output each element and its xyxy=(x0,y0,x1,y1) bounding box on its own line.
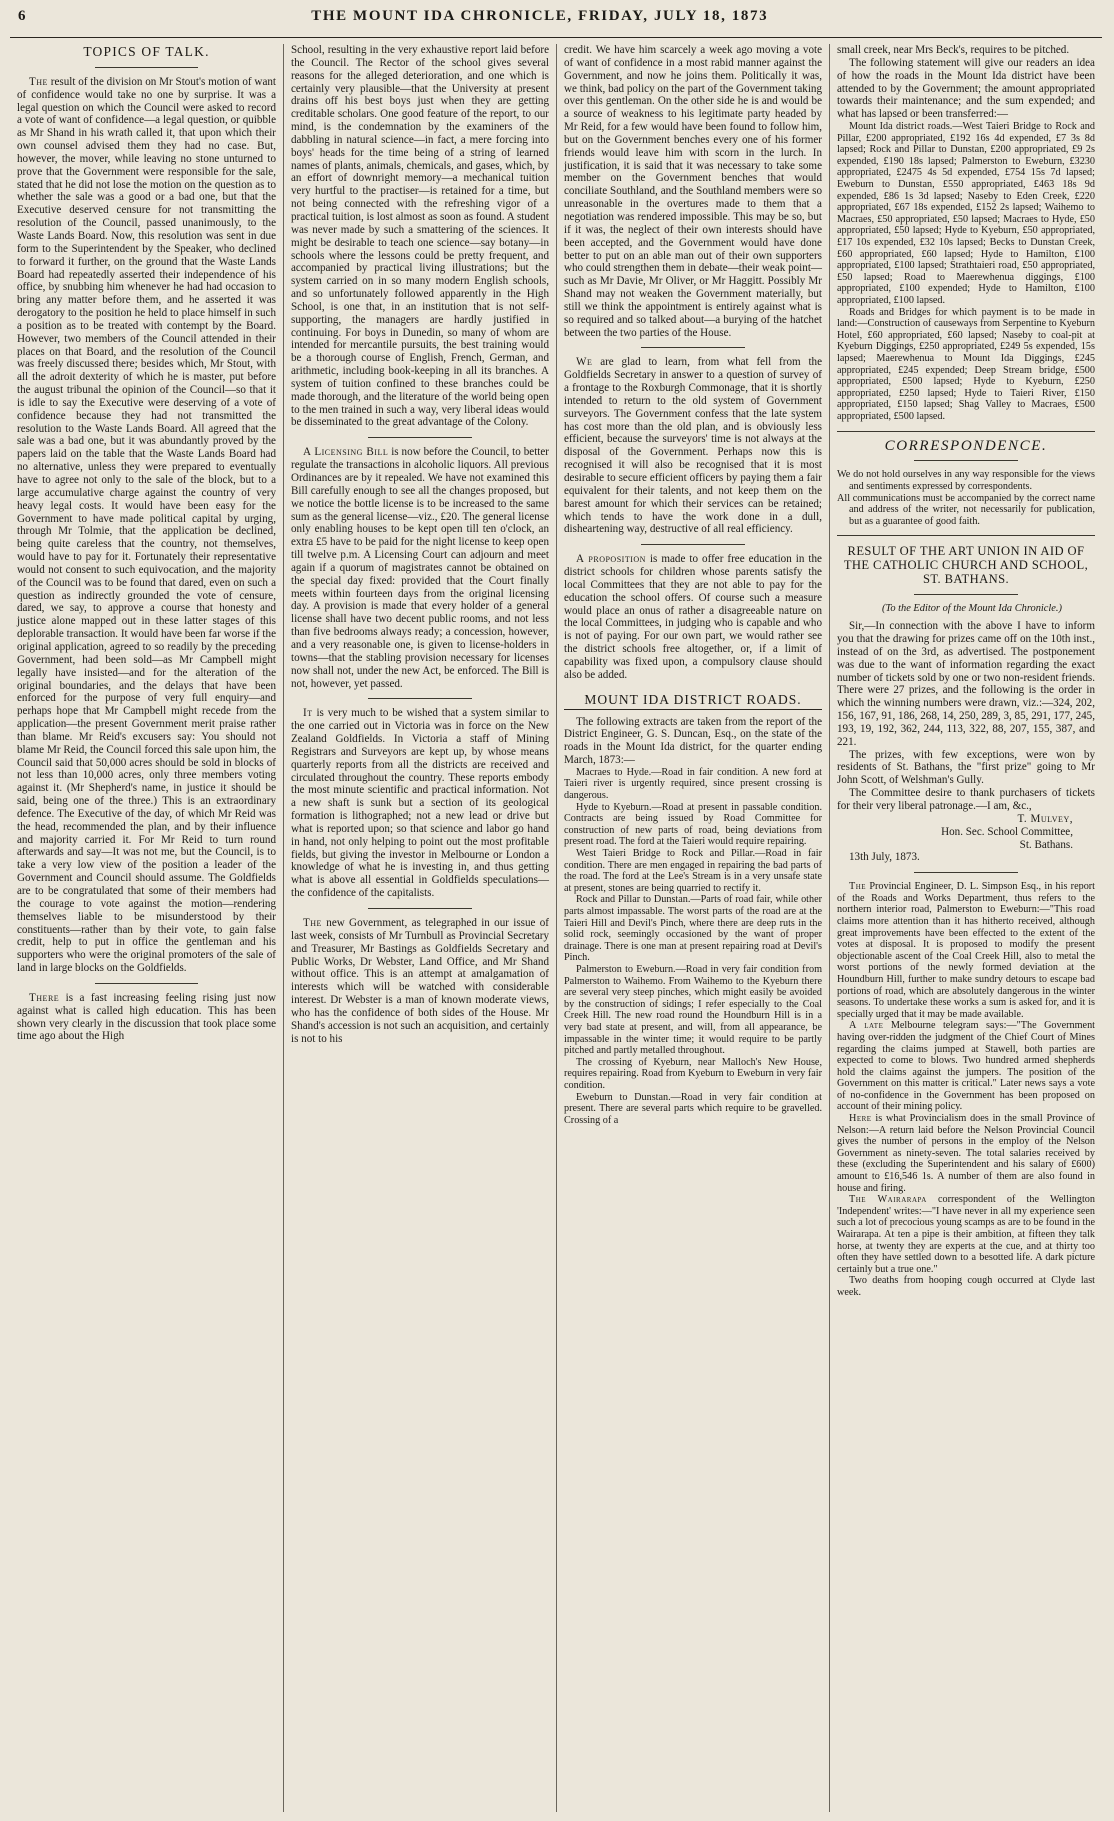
list-item: Palmerston to Eweburn.—Road in very fair condition from Palmerston to Waihemo. From Waihemo to the Kyeburn there are several very steep pinches, which might easily be avoided by the construction of sidings; I refer especially to the Coal Creek Hill. The new road round the Houndburn Hill is in a very bad state at present, and will, from all appearance, be impassable in the winter time; it would require to be partly pitched and partly metalled throughout. xyxy=(564,963,822,1057)
disclaimer: We do not hold ourselves in any way responsible for the views and sentiments expressed by correspondents. xyxy=(837,469,1095,492)
paragraph xyxy=(837,1020,1095,1113)
divider xyxy=(837,431,1095,432)
divider xyxy=(368,698,471,699)
letter-address: (To the Editor of the Mount Ida Chronicle.) xyxy=(882,603,1062,615)
divider xyxy=(641,347,744,348)
lead-word: There xyxy=(29,991,60,1004)
paragraph-text: Provincial Engineer, D. L. Simpson Esq., in his report of the Roads and Works Department, thus refers to the northern interior road, Palmerston to Eweburn:—"This road claims more attention than it has hitherto received, although great improvements have been effected to the extent of the votes at disposal. It is proposed to modify the present objectionable ascent of the Coal Creek Hill, also to metal the worst portions of the newly formed deviation at the Houndburn Hill, further to make sundry detours to escape bad portions of road, which are absolutely dangerous in the winter seasons. To undertake these works a sum is asked for, and it is specially urged that it may be made available. xyxy=(837,881,1096,1020)
paragraph-text: Melbourne telegram says:—"The Government having over-ridden the judgment of the Chief Court of Mines regarding the claims jumped at Stawell, both parties are expected to come to blows. Two hundred armed shepherds hold the claims against the jumpers. The position of the Government on this matter is critical." Later news says a vote of no-confidence in the Government has been proposed on account of their mining policy. xyxy=(837,1020,1095,1113)
paragraph-text: is now before the Council, to better regulate the transactions in alcoholic liquors. All previous Ordinances are by it repealed. We have not examined this Bill carefully enough to see all the changes proposed, but we notice the bottle license is to be increased to the same sum as the general license—viz., £20. The general license only enabling houses to be kept open till ten o'clock, an extra £5 have to be paid for the night license to keep open till twelve p.m. A Licensing Court can adjourn and meet again if a quorum of magistrates cannot be obtained on the special day fixed: provided that the Court finally meets within fourteen days from the original licensing day. A provision is made that every holder of a general license shall have two decent public rooms, and not less than five bedrooms always ready; a concession, however, and a very reasonable one, is given to license-holders in towns—that the stabling provision necessary for licenses now shall not, under the new Act, be enforced. The Bill is not, however, yet passed. xyxy=(291,446,549,690)
paragraph-text: is what Provincialism does in the small Province of Nelson:—A return laid before the Nelson Provincial Council gives the number of persons in the employ of the Nelson Government as ninety-seven. The total salaries received by these (excluding the Superintendent and his salary of £600) amount to £16,546 1s. A number of them are also found in house and firing. xyxy=(837,1113,1095,1194)
page-number: 6 xyxy=(18,8,26,24)
paragraph xyxy=(291,707,549,900)
signature-name: T. Mulvey, xyxy=(1017,812,1073,825)
letter-date: 13th July, 1873. xyxy=(849,851,920,864)
paragraph xyxy=(291,446,549,690)
divider xyxy=(95,983,199,984)
list-item: West Taieri Bridge to Rock and Pillar.—Road in fair condition. There are men engaged in repairing the bad parts of the road. The ford at the Lee's Stream is in a very unsafe state at present, stones are being quarried to rectify it. xyxy=(564,848,822,894)
letter-body: The prizes, with few exceptions, were won by residents of St. Bathans, the "first prize" going to Mr John Scott, of Welshman's Gully. xyxy=(837,748,1095,787)
paragraph-text: result of the division on Mr Stout's motion of want of confidence would take no one by surprise. It was a legal question on which the Council were asked to record a vote of want of confidence—a legal question, or quibble as Mr Shand in his wrath called it, that upon which their own counsel advised them they had no case. But, however, the mover, while leaving no stone unturned to prove that the Government were responsible for the sale, stated that he did not lose the motion on the question as to whether the sale was a good or a bad one, but that the Executive deserved censure for not transmitting the resolution of the Council, passed unanimously, to the Waste Lands Board. Now, this resolution was sent in due form to the Superintendent by the Speaker, who declined to forward it further, on the ground that the Waste Lands Board had repeatedly asserted their independence of his office, by snubbing him whenever he had had occasion to bring any matter before them, and he asserted it was derogatory to the position he held to place himself in such a position as to be treated with contempt by the Board. However, two members of the Council attended in their places on that Board, and the resolution of the Council was freely discussed there; besides which, Mr Stout, with all the adroit dexterity of which he is master, put before the august tribunal the opinion of the Council—so that it is idle to say the Executive were deserving of a vote of confidence because they had not transmitted the resolution to the Waste Lands Board. All agreed that the sale was a bad one, but it was abundantly proved by the papers laid on the table that the Waste Lands Board had no alternative, unless they were prepared to eventually have to agree not only to the sale of the block, but to a large accumulative charge against the country of very heavy legal costs. It would have been easy for the Government to have made political capital by urging, through Mr Tolmie, that the application be declined, being quite careless that the country, not themselves, would have to pay for it. Fortunately their representative would not consent to such equivocation, and the majority of the Council was to be found that dared, even on such a question as indirectly grounded the vote of censure, dared, we say, to approve a course that honesty and justice alone mapped out in these latter stages of this deplorable transaction. It would have been far worse if the original application, agreed to so readily by the preceding Government, had been sold—as Mr Campbell might legally have insisted—and for the alteration of the original boundaries, and the delays that have been enforced for the purpose of very full enquiry—and perhaps hope that Mr Campbell might recede from the application—the present Government merit praise rather than blame. Mr Reid's excusers say: You should not blame Mr Reid, the Council forced this sale upon him, the Council said that 50,000 acres should be sold in blocks of not less than 10,000 acres, only three members voting against it. (Mr Shepherd's name, in justice it should be said, being one of the three.) This is an extraordinary defence. The Executive of the day, of which Mr Reid was the head, recommended the plan, and by their influence and majority carried it. For Mr Reid to turn round afterwards and say—It was not me, but the Council, is to take a very low view of the position a leader of the Government and Council should assume. The Goldfields are to be congratulated that some of their members had the courage to vote against the motion—rendering themselves liable to be misunderstood by their constituents—rather than by their vote, to gain false credit, help to put in office the gentleman and his supporters who were the original promoters of the sale of land in large blocks on the Goldfields. xyxy=(17,75,276,975)
column-1 xyxy=(10,44,283,1812)
column-4 xyxy=(829,44,1102,1812)
signature-title: Hon. Sec. School Committee, xyxy=(941,825,1073,838)
lead-word: The Wairarapa xyxy=(849,1194,927,1206)
divider xyxy=(914,872,1017,873)
paragraph: small creek, near Mrs Beck's, requires to be pitched. xyxy=(837,44,1070,56)
paragraph xyxy=(837,1194,1095,1275)
paragraph-text: new Government, as telegraphed in our issue of last week, consists of Mr Turnbull as Provincial Secretary and Treasurer, Mr Bastings as Goldfields Secretary and Public Works, Dr Webster, Land Office, and Mr Shand without office. This is an attempt at amalgamation of interests which will be watched with considerable interest. Dr Webster is a man of known moderate views, who has the confidence of both sides of the House. Mr Shand's accession is not such an acquisition, and certainly is not to his xyxy=(291,917,549,1045)
list-item: Rock and Pillar to Dunstan.—Parts of road fair, while other parts almost impassable. The worst parts of the road are at the Taieri Hill and Devil's Pinch, where there are deep ruts in the solid rock, seemingly occasioned by the want of proper drainage. There is one man at present repairing road at Devil's Pinch. xyxy=(564,894,822,964)
list-item: Eweburn to Dunstan.—Road in very fair condition at present. There are several parts which require to be gravelled. Crossing of a xyxy=(564,1091,822,1126)
roads-list xyxy=(564,767,822,1126)
paragraph: Roads and Bridges for which payment is to be made in land:—Construction of causeways from Serpentine to Kyeburn Hotel, £60 appropriated, £60 lapsed; Naseby to coal-pit at Kyeburn Diggings, £250 appropriated, £249 5s expended, 15s lapsed; Maerewhenua to Mount Ida Diggings, £245 appropriated, £245 expended; Deep Stream bridge, £500 appropriated, £500 lapsed; Hyde to Kyeburn, £250 appropriated, £250 lapsed; Hyde to Taieri River, £150 appropriated, £150 lapsed; Shag Valley to Macraes, £500 appropriated, £500 lapsed. xyxy=(837,306,1095,422)
lead-word: The xyxy=(849,881,867,893)
paragraph-text: correspondent of the Wellington 'Independent' writes:—"I have never in all my experience seen such a lot of precocious young scamps as are to be found in the Wairarapa. At ten a pipe is their ambition, at fifteen they talk horse, at twenty they are experts at the cue, and at thirty too often they have settled down to a besotted life. A dark picture certainly but a true one." xyxy=(837,1194,1095,1275)
paragraph-text: is made to offer free education in the district schools for children whose parents satisfy the local Committees that they are not able to pay for the education the school offers. Of course such a measure would place an onus of rather a disagreeable nature on the local Committees, in judging who is capable and who is not of paying. For our own part, we would rather see the district schools free altogether, or, if a limit of capability was fixed upon, a compulsory clause should also be added. xyxy=(564,553,822,681)
paragraph-text: are glad to learn, from what fell from the Goldfields Secretary in answer to a question of survey of a frontage to the Roxburgh Commonage, that it is shortly intended to return to the old system of Government surveyors. The Government confess that the late system has cost more than the old plan, and is obviously less efficient, because the surveyors' time is not always at the disposal of the Government. Perhaps now this is recognised it will also be recognised that it is most desirable to secure efficient officers by paying them a fair equivalent for their talents, and not keep them on the barest amount for which their services can be retained; which tends to have the work done in a dull, disheartening way, destructive of all real efficiency. xyxy=(564,356,822,536)
paragraph xyxy=(564,553,822,681)
column-2 xyxy=(283,44,556,1812)
letter-body: Sir,—In connection with the above I have to inform you that the drawing for prizes came off on the 10th inst., instead of on the 3rd, as advertised. The postponement was due to the want of information regarding the exact number of tickets sold by one or two non-resident friends. There were 27 prizes, and the following is the order in which the winning numbers were drawn, viz.:—324, 202, 156, 167, 91, 186, 268, 14, 250, 289, 3, 85, 291, 177, 245, 193, 19, 192, 362, 244, 113, 322, 88, 207, 155, 387, and 221. xyxy=(837,620,1095,748)
list-item: Hyde to Kyeburn.—Road at present in passable condition. Contracts are being issued by Road Committee for construction of new parts of road, being deviations from present road. The ford at the Taieri would require repairing. xyxy=(564,801,822,848)
paragraph xyxy=(17,76,276,975)
paragraph xyxy=(564,356,822,536)
paragraph xyxy=(17,992,276,1043)
lead-word: A proposition xyxy=(576,553,646,566)
lead-word: We xyxy=(576,356,593,369)
paragraph: The following statement will give our readers an idea of how the roads in the Mount Ida district have been attended to by the Government; the amount appropriated towards their maintenance; and the sum expended; and what has lapsed or been transferred:— xyxy=(837,56,1095,121)
columns xyxy=(10,44,1102,1812)
divider xyxy=(837,535,1095,536)
letter-heading: RESULT OF THE ART UNION IN AID OF THE CATHOLIC CHURCH AND SCHOOL, ST. BATHANS. xyxy=(843,544,1089,587)
paragraph xyxy=(291,917,549,1045)
disclaimer: All communications must be accompanied by the correct name and address of the writer, not necessarily for publication, but as a guarantee of good faith. xyxy=(837,492,1095,527)
masthead-title: THE MOUNT IDA CHRONICLE, FRIDAY, JULY 18, 1873 xyxy=(311,8,769,24)
paragraph xyxy=(837,881,1095,1020)
list-item: Macraes to Hyde.—Road in fair condition. A new ford at Taieri river is urgently required, since present crossing is dangerous. xyxy=(564,766,822,802)
divider xyxy=(368,908,471,909)
divider xyxy=(641,544,744,545)
paragraph: School, resulting in the very exhaustive report laid before the Council. The Rector of the school gives several reasons for the alleged deterioration, and one which is certainly very plausible—that the University at present drains off his best boys just when they are getting creditable scholars. One good feature of the report, to our mind, is the condemnation by the examiners of the dabbling in natural science—in fact, a mere forcing into boys' heads for the time being of a string of learned names of plants, animals, chemicals, and gases, which, by an effort of downright memory—a mechanical tuition very hurtful to the practiser—is retained for a time, but not being connected with the refreshing vigor of a practical tuition, is lost almost as soon as found. A student was never made by such a smattering of the sciences. It might be desirable to teach one science—say botany—in schools where the lessons could be pretty frequent, and accompanied by practical living illustrations; but the system carried on in so many modern English schools, and so unfortunately followed apparently in the High School, is one that, in an institution that is not self-supporting, the managers are hardly justified in continuing. For boys in Dunedin, so many of whom are intended for mercantile pursuits, the best training would be a thorough course of English, French, German, and arithmetic, including book-keeping in all its branches. A system of tuition confined to these branches could be made thorough, and the literature of the world being open to the men trained in such a way, very liberal ideas would be disseminated to the great advantage of the Colony. xyxy=(291,44,549,429)
paragraph-text: is a fast increasing feeling rising just now against what is called high education. This has been shown very clearly in the discussion that took place some time ago about the High xyxy=(17,991,276,1043)
signature-place: St. Bathans. xyxy=(1019,838,1073,851)
letter-body: The Committee desire to thank purchasers of tickets for their very liberal patronage.—I am, &c., xyxy=(837,787,1095,812)
paragraph: The following extracts are taken from the report of the District Engineer, G. S. Duncan, Esq., on the state of the roads in the Mount Ida district, for the quarter ending March, 1873:— xyxy=(564,715,822,767)
divider xyxy=(914,594,1017,595)
paragraph: credit. We have him scarcely a week ago moving a vote of want of confidence in a most rabid manner against the Government, and now he joins them. Politically it was, we think, bad policy on the part of the Government taking over this gentleman. On the other side he is and would be a source of weakness to his legitimate party headed by Mr Reid, for a few would have been found to follow him, but on the Government benches every one of his former friends would leave him with scorn in the lurch. In justification, it is said that it was necessary to take some member on the Government benches that would conciliate Southland, and the Southland members were so unreasonable in the overtures made to them that a negotiation was rendered impossible. This may be so, but if it was, the neglect of their own interests should have been accepted, and the Government would have done better to put on an able man out of their own supporters who could strengthen them in debate—their weak point—such as Mr Davie, Mr Oliver, or Mr Haggitt. Possibly Mr Shand may not weaken the Government materially, but still we think the appointment is entirely against what is so required and so talked about—a burying of the hatchet between the two parties of the House. xyxy=(564,44,822,339)
lead-word: A Licensing Bill xyxy=(303,446,389,459)
masthead xyxy=(10,8,1102,38)
divider xyxy=(368,437,471,438)
lead-word: The xyxy=(303,917,322,929)
lead-word: The xyxy=(29,75,48,88)
roads-statement xyxy=(837,121,1095,422)
correspondence-heading: CORRESPONDENCE. xyxy=(884,437,1048,454)
list-item: The crossing of Kyeburn, near Malloch's New House, requires repairing. Road from Kyeburn to Eweburn in very fair condition. xyxy=(564,1056,822,1091)
divider xyxy=(914,460,1017,461)
lead-word: Here xyxy=(849,1113,872,1125)
paragraph xyxy=(837,1113,1095,1194)
column-3 xyxy=(556,44,829,1812)
lead-word: A late xyxy=(849,1020,884,1032)
roads-heading: MOUNT IDA DISTRICT ROADS. xyxy=(564,692,822,710)
paragraph-text: is very much to be wished that a system similar to the one carried out in Victoria was in force on the New Zealand Goldfields. In Victoria a staff of Mining Registrars and Surveyors are kept up, by whose means quarterly reports from all the districts are received and circulated throughout the country. These reports embody the most minute scientific and practical information. Not a new shaft is sunk but a section of its geological formation is lithographed; not a new lead or drive but what is reported upon; so that science and labor go hand in hand, not only helping to point out the most profitable fields, but giving the investor in Melbourne or London a knowledge of what he is investing in, and thus getting what is above all essential in Goldfields speculations—the confidence of the capitalists. xyxy=(291,707,550,900)
paragraph: Mount Ida district roads.—West Taieri Bridge to Rock and Pillar, £200 appropriated, £192 16s 4d expended, £7 3s 8d lapsed; Rock and Pillar to Dunstan, £200 appropriated, £9 2s expended, £190 18s lapsed; Palmerston to Eweburn, £3230 appropriated, £2475 4s 5d expended, £754 15s 7d lapsed; Eweburn to Dunstan, £550 appropriated, £463 18s 9d expended, £86 1s 3d lapsed; Naseby to Eden Creek, £220 appropriated, £67 18s expended, £152 2s lapsed; Waihemo to Macraes, £50 appropriated, £50 lapsed; Macraes to Hyde, £50 appropriated, £50 lapsed; Hyde to Kyeburn, £50 appropriated, £17 10s expended, £32 10s lapsed; Becks to Dunstan Creek, £60 appropriated, £60 lapsed; Hyde to Hamilton, £100 appropriated, £100 lapsed; Strathtaieri road, £50 appropriated, £50 lapsed; Road to Maerewhenua diggings, £100 appropriated, £100 expended; Hyde to Hamilton, £100 appropriated, £100 lapsed. xyxy=(837,121,1095,306)
lead-word: It xyxy=(303,707,313,720)
divider xyxy=(95,67,199,68)
paragraph: Two deaths from hooping cough occurred at Clyde last week. xyxy=(837,1275,1095,1298)
topics-heading: TOPICS OF TALK. xyxy=(83,44,210,59)
